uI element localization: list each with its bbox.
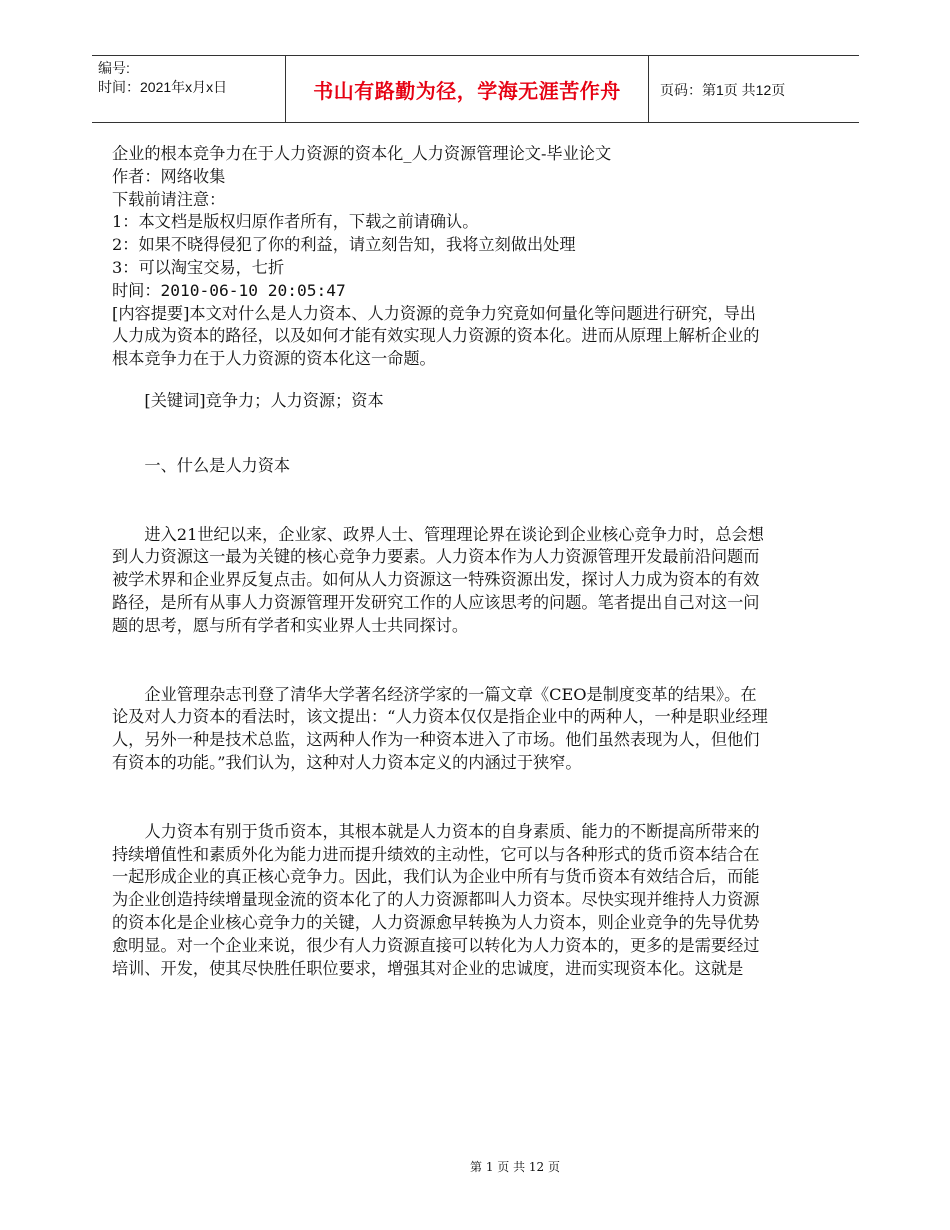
notice-item-2: 2：如果不晓得侵犯了你的利益，请立刻告知，我将立刻做出处理 <box>112 235 576 255</box>
serial-number-label: 编号: <box>98 60 130 76</box>
body-paragraph-1: 进入21世纪以来，企业家、政界人士、管理理论界在谈论到企业核心竞争力时，总会想到人力资源这一最为关键的核心竞争力要素。人力资本作为人力资源管理开发最前沿问题而被学术界和企业界反复点击。如何从人力资源这一特殊资源出发，探讨人力成为资本的有效路径，是所有从事人力资源管理开发研究工作的人应该思考的问题。笔者提出自己对这一问题的思考，愿与所有学者和实业界人士共同探讨。 <box>112 524 764 635</box>
header-page-number: 页码：第1页 共12页 <box>660 82 786 98</box>
notice-item-3: 3：可以淘宝交易，七折 <box>112 257 285 277</box>
document-body <box>112 143 772 980</box>
notice-item-1: 1：本文档是版权归原作者所有，下载之前请确认。 <box>112 212 479 232</box>
header-motto-cell <box>285 56 649 122</box>
body-paragraph-2: 企业管理杂志刊登了清华大学著名经济学家的一篇文章《CEO是制度变革的结果》。在论及对人力资本的看法时，该文提出：“人力资本仅仅是指企业中的两种人，一种是职业经理人，另外一种是技术总监，这两种人作为一种资本进入了市场。他们虽然表现为人，但他们有资本的功能。”我们认为，这种对人力资本定义的内涵过于狭窄。 <box>112 684 768 772</box>
header-date: 时间：2021年x月x日 <box>98 79 228 95</box>
document-title: 企业的根本竞争力在于人力资源的资本化_人力资源管理论文-毕业论文 <box>112 144 612 163</box>
abstract-paragraph: [内容提要]本文对什么是人力资本、人力资源的竞争力究竟如何量化等问题进行研究，导出人力成为资本的路径，以及如何才能有效实现人力资源的资本化。进而从原理上解析企业的根本竞争力在于人力资源的资本化这一命题。 <box>112 303 760 369</box>
page-footer: 第 1 页 共 12 页 <box>470 1160 560 1174</box>
header-motto: 书山有路勤为径，学海无涯苦作舟 <box>313 78 621 103</box>
keywords-line: [关键词]竞争力；人力资源；资本 <box>144 390 384 410</box>
body-paragraph-3: 人力资本有别于货币资本，其根本就是人力资本的自身素质、能力的不断提高所带来的持续增值性和素质外化为能力进而提升绩效的主动性，它可以与各种形式的货币资本结合在一起形成企业的真正核心竞争力。因此，我们认为企业中所有与货币资本有效结合后，而能为企业创造持续增量现金流的资本化了的人力资源都叫人力资本。尽快实现并维持人力资源的资本化是企业核心竞争力的关键，人力资源愈早转换为人力资本，则企业竞争的先导优势愈明显。对一个企业来说，很少有人力资源直接可以转化为人力资本的，更多的是需要经过培训、开发，使其尽快胜任职位要求，增强其对企业的忠诚度，进而实现资本化。这就是 <box>112 821 760 978</box>
header-meta <box>98 59 284 97</box>
document-time: 时间：2010-06-10 20:05:47 <box>112 280 346 300</box>
document-header <box>92 55 859 123</box>
notice-title: 下载前请注意： <box>112 189 226 209</box>
section-heading-1: 一、什么是人力资本 <box>144 455 291 475</box>
document-author: 作者：网络收集 <box>112 166 226 186</box>
